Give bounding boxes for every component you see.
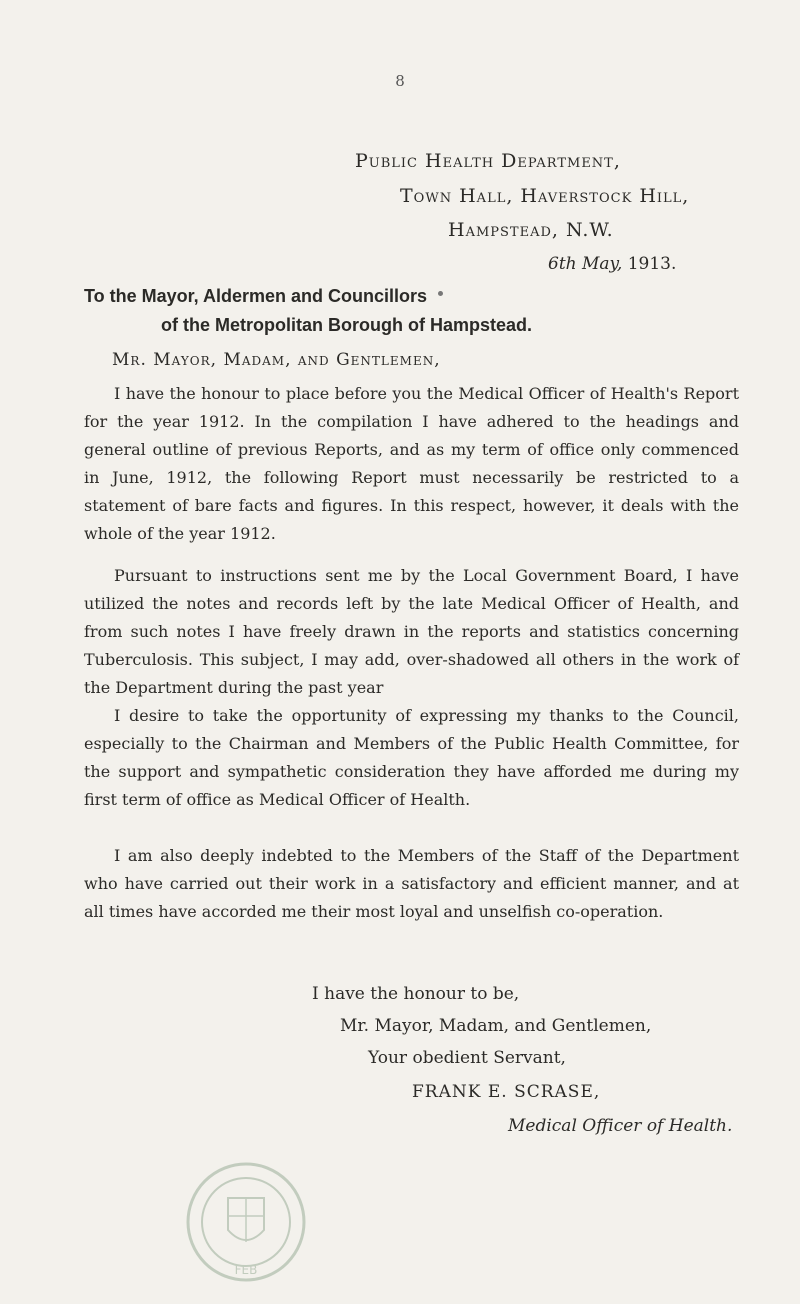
stray-mark <box>438 291 443 296</box>
addressee-line-2: of the Metropolitan Borough of Hampstead. <box>161 315 532 335</box>
date-day-month: 6th May, <box>548 254 623 274</box>
page-number: 8 <box>395 72 405 90</box>
address-line-1: Public Health Department, <box>355 150 621 172</box>
paragraph-1: I have the honour to place before you the Medical Officer of Health's Report for the year 1912. In the compilation I have adhered to the headings and general outline of previous Reports, and as my term of office only commenced in June, 1912, the following Report must necessarily be restricted to a statement of bare facts and figures. In this respect, however, it deals with the whole of the year 1912. <box>84 384 739 543</box>
date-year: 1913. <box>622 254 677 274</box>
greeting: Mr. Mayor, Madam, and Gentlemen, <box>112 350 441 370</box>
library-stamp-icon <box>182 1158 310 1286</box>
addressee-line-1: To the Mayor, Aldermen and Councillors <box>84 286 428 306</box>
closing-line-3: Your obedient Servant, <box>368 1048 566 1068</box>
address-line-3: Hampstead, N.W. <box>448 219 614 241</box>
paragraph-4: I am also deeply indebted to the Members of the Staff of the Department who have carried out their work in a satisfactory and efficient manner, and at all times have accorded me their most loyal and unselfish co-operation. <box>84 846 739 921</box>
closing-line-2: Mr. Mayor, Madam, and Gentlemen, <box>340 1016 652 1036</box>
stamp-text: FEB <box>234 1263 258 1277</box>
paragraph-2: Pursuant to instructions sent me by the Local Government Board, I have utilized the notes and records left by the late Medical Officer of Health, and from such notes I have freely drawn in the reports and statistics concerning Tuberculosis. This subject, I may add, over-shadowed all others in the work of the Department during the past year <box>84 566 739 697</box>
address-line-2: Town Hall, Haverstock Hill, <box>400 185 690 207</box>
signatory-title: Medical Officer of Health. <box>508 1116 733 1136</box>
closing-line-1: I have the honour to be, <box>312 984 520 1004</box>
signatory-name: FRANK E. SCRASE, <box>412 1082 601 1102</box>
letter-date <box>548 254 676 274</box>
paragraph-3: I desire to take the opportunity of expressing my thanks to the Council, especially to the Chairman and Members of the Public Health Committee, for the support and sympathetic consideration they have afforded me during my first term of office as Medical Officer of Health. <box>84 706 739 809</box>
